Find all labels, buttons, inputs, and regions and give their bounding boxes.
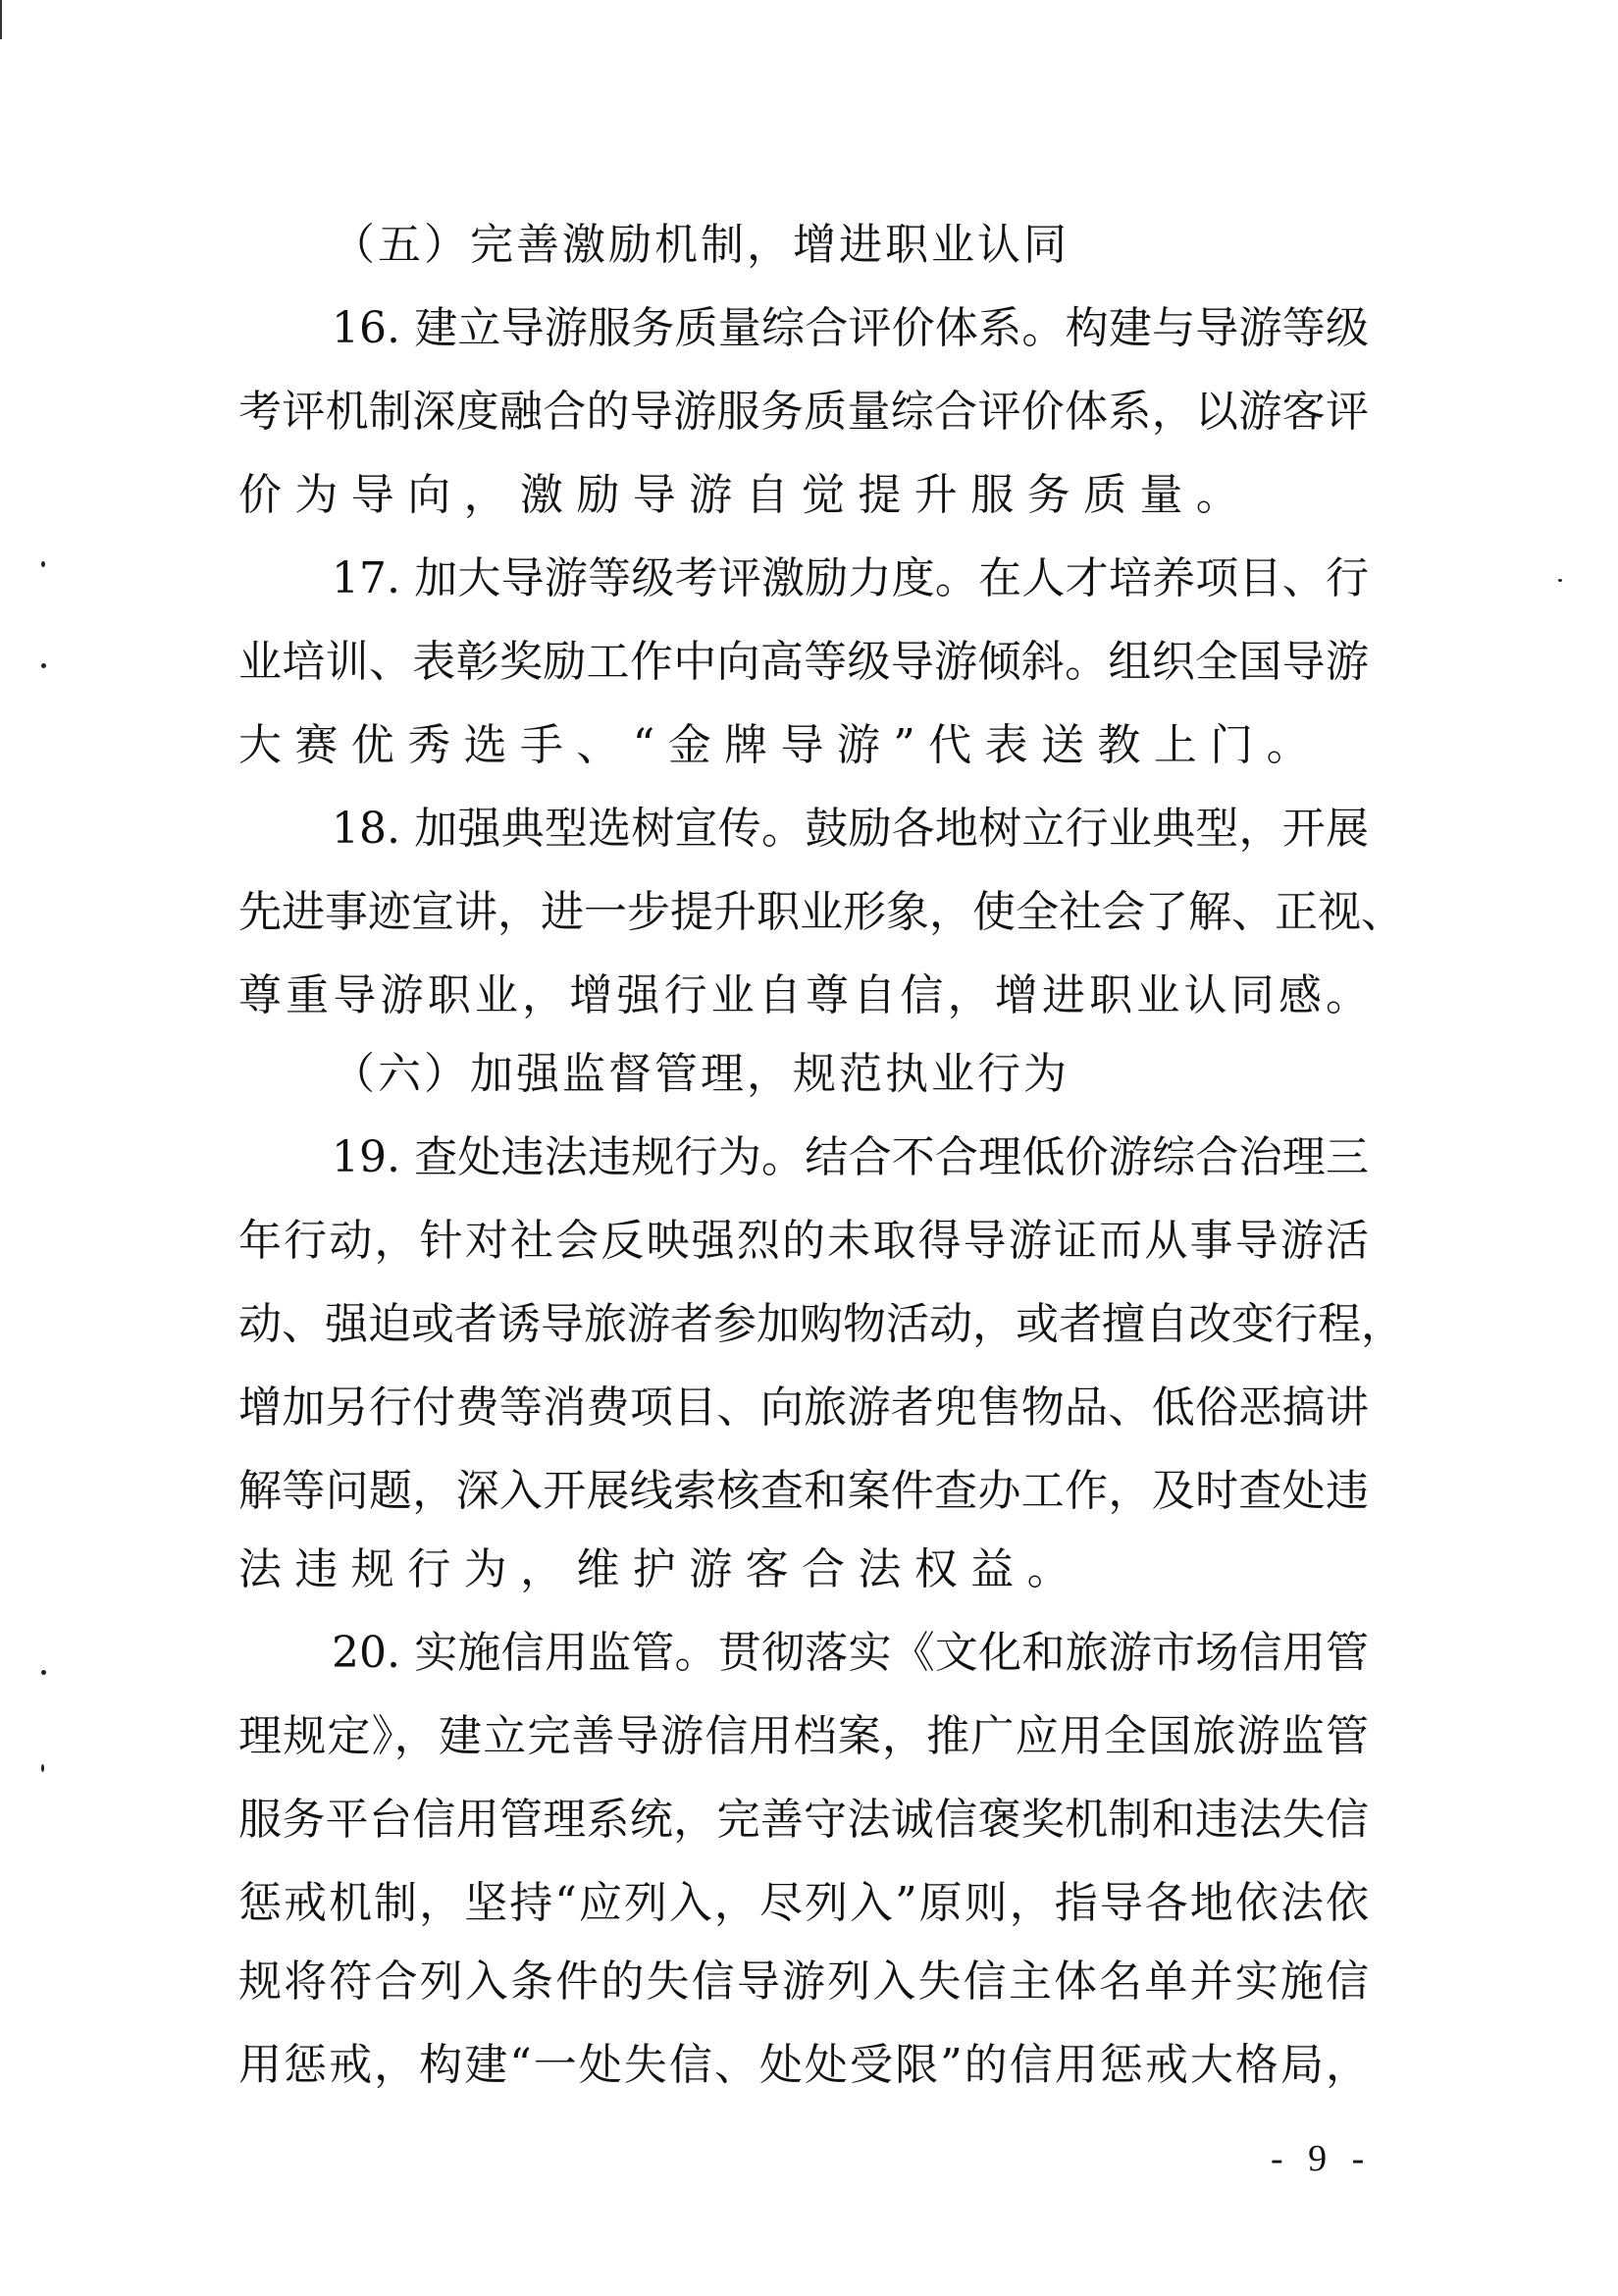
paragraph-line: 业培训、表彰奖励工作中向高等级导游倾斜。组织全国导游 [238,637,1369,687]
paragraph-line: 先进事迹宣讲，进一步提升职业形象，使全社会了解、正视、 [238,887,1404,937]
paragraph-line: 规将符合列入条件的失信导游列入失信主体名单并实施信 [238,1957,1369,2007]
scan-speck [41,561,45,567]
section-heading: （五）完善激励机制，增进职业认同 [332,220,1070,270]
paragraph-line: 尊重导游职业，增强行业自尊自信，增进职业认同感。 [238,970,1369,1020]
paragraph-line: 19. 查处违法违规行为。结合不合理低价游综合治理三 [332,1132,1369,1182]
paragraph-line: 惩戒机制，坚持“应列入，尽列入”原则，指导各地依法依 [238,1878,1369,1928]
page-number: - 9 - [1271,2138,1373,2179]
paragraph-line: 18. 加强典型选树宣传。鼓励各地树立行业典型，开展 [332,804,1369,854]
paragraph-line: 解等问题，深入开展线索核查和案件查办工作，及时查处违 [238,1466,1369,1516]
paragraph-line: 增加另行付费等消费项目、向旅游者兜售物品、低俗恶搞讲 [238,1383,1369,1433]
paragraph-line: 理规定》，建立完善导游信用档案，推广应用全国旅游监管 [238,1711,1369,1761]
paragraph-line: 年行动，针对社会反映强烈的未取得导游证而从事导游活 [238,1216,1369,1266]
scan-speck [41,1670,46,1675]
paragraph-line: 价为导向，激励导游自觉提升服务质量。 [238,470,1253,520]
scan-speck [41,663,46,668]
paragraph-line: 16. 建立导游服务质量综合评价体系。构建与导游等级 [332,303,1369,353]
paragraph-line: 20. 实施信用监管。贯彻落实《文化和旅游市场信用管 [332,1628,1369,1678]
paragraph-line: 用惩戒，构建“一处失信、处处受限”的信用惩戒大格局， [238,2040,1369,2090]
paragraph-line: 17. 加大导游等级考评激励力度。在人才培养项目、行 [332,553,1369,603]
section-heading: （六）加强监督管理，规范执业行为 [332,1049,1070,1099]
paragraph-line: 动、强迫或者诱导旅游者参加购物活动，或者擅自改变行程， [238,1299,1404,1349]
scan-speck [1558,579,1562,582]
paragraph-line: 大赛优秀选手、“金牌导游”代表送教上门。 [238,720,1323,770]
paragraph-line: 考评机制深度融合的导游服务质量综合评价体系，以游客评 [238,387,1369,437]
paragraph-line: 法违规行为，维护游客合法权益。 [238,1544,1083,1594]
scan-speck [41,1764,44,1772]
scan-edge-mark [0,0,2,39]
paragraph-line: 服务平台信用管理系统，完善守法诚信褒奖机制和违法失信 [238,1795,1369,1845]
